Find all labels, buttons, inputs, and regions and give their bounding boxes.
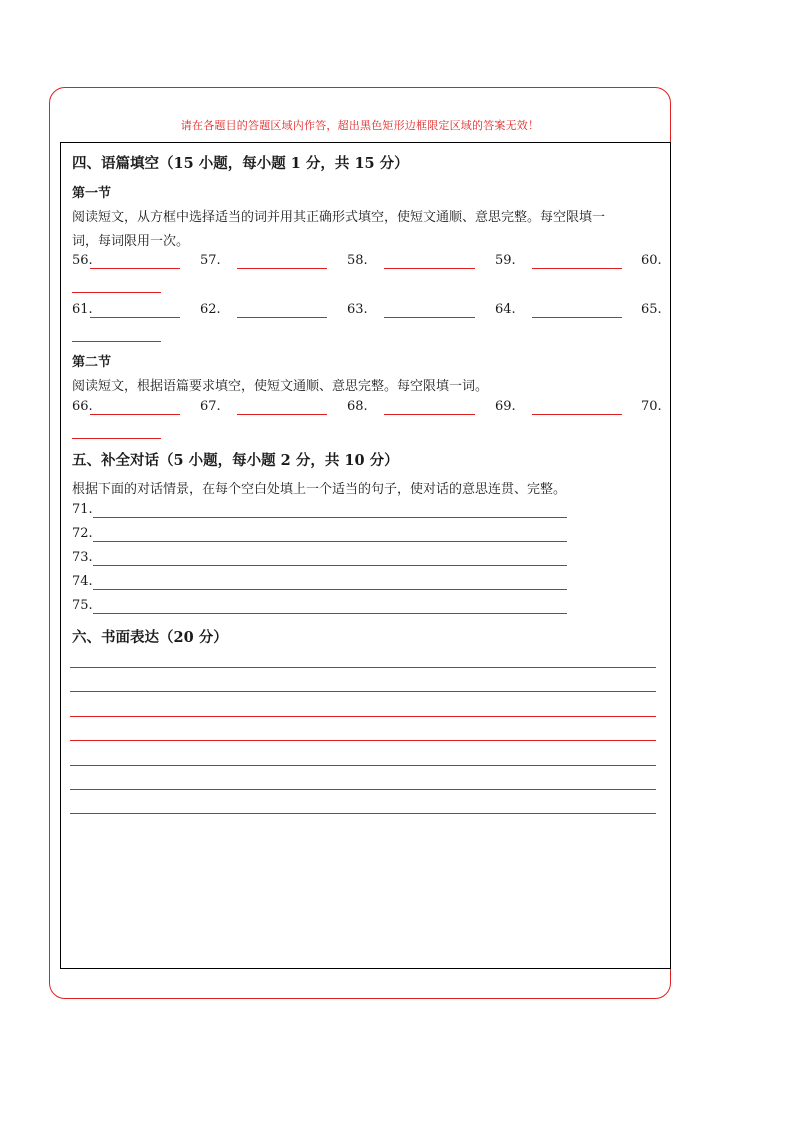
blank-label-63: 63. xyxy=(347,302,368,317)
section4-part1-instruction-line1: 阅读短文，从方框中选择适当的词并用其正确形式填空，使短文通顺、意思完整。每空限填一 xyxy=(72,210,606,225)
answer-blank-56[interactable] xyxy=(90,268,180,269)
dialog-label-75: 75. xyxy=(72,598,93,613)
section4-part2-title: 第二节 xyxy=(72,355,112,370)
writing-line[interactable] xyxy=(70,765,656,766)
blank-label-57: 57. xyxy=(200,253,221,268)
blank-label-67: 67. xyxy=(200,399,221,414)
answer-blank-59[interactable] xyxy=(532,268,622,269)
blank-label-61: 61. xyxy=(72,302,93,317)
blank-label-60: 60. xyxy=(641,253,662,268)
writing-line[interactable] xyxy=(70,813,656,814)
writing-line[interactable] xyxy=(70,740,656,741)
writing-line[interactable] xyxy=(70,691,656,692)
dialog-label-71: 71. xyxy=(72,502,93,517)
section5-instruction: 根据下面的对话情景，在每个空白处填上一个适当的句子，使对话的意思连贯、完整。 xyxy=(72,482,567,497)
answer-blank-70[interactable] xyxy=(72,438,161,439)
dialog-blank-75[interactable] xyxy=(93,613,567,614)
writing-line[interactable] xyxy=(70,667,656,668)
answer-blank-58[interactable] xyxy=(384,268,475,269)
writing-line[interactable] xyxy=(70,789,656,790)
blank-label-65: 65. xyxy=(641,302,662,317)
dialog-label-73: 73. xyxy=(72,550,93,565)
answer-blank-63[interactable] xyxy=(384,317,475,318)
answer-blank-62[interactable] xyxy=(237,317,327,318)
blank-label-64: 64. xyxy=(495,302,516,317)
section4-title: 四、语篇填空（15 小题，每小题 1 分，共 15 分） xyxy=(72,155,409,172)
dialog-label-72: 72. xyxy=(72,526,93,541)
section5-title: 五、补全对话（5 小题，每小题 2 分，共 10 分） xyxy=(72,452,399,469)
section6-title: 六、书面表达（20 分） xyxy=(72,629,228,646)
dialog-blank-72[interactable] xyxy=(93,541,567,542)
blank-label-69: 69. xyxy=(495,399,516,414)
blank-label-70: 70. xyxy=(641,399,662,414)
blank-label-58: 58. xyxy=(347,253,368,268)
answer-blank-67[interactable] xyxy=(237,414,327,415)
section4-part1-instruction-line2: 词，每词限用一次。 xyxy=(72,234,190,249)
blank-label-59: 59. xyxy=(495,253,516,268)
blank-label-66: 66. xyxy=(72,399,93,414)
warning-notice: 请在各题目的答题区域内作答，超出黑色矩形边框限定区域的答案无效！ xyxy=(180,119,540,132)
dialog-blank-73[interactable] xyxy=(93,565,567,566)
dialog-label-74: 74. xyxy=(72,574,93,589)
answer-blank-68[interactable] xyxy=(384,414,475,415)
section4-part1-title: 第一节 xyxy=(72,186,112,201)
answer-blank-60[interactable] xyxy=(72,292,161,293)
dialog-blank-71[interactable] xyxy=(93,517,567,518)
blank-label-68: 68. xyxy=(347,399,368,414)
dialog-blank-74[interactable] xyxy=(93,589,567,590)
answer-blank-61[interactable] xyxy=(90,317,180,318)
section4-part2-instruction: 阅读短文，根据语篇要求填空，使短文通顺、意思完整。每空限填一词。 xyxy=(72,379,489,394)
writing-line[interactable] xyxy=(70,716,656,717)
blank-label-62: 62. xyxy=(200,302,221,317)
answer-blank-64[interactable] xyxy=(532,317,622,318)
answer-blank-65[interactable] xyxy=(72,341,161,342)
answer-blank-69[interactable] xyxy=(532,414,622,415)
blank-label-56: 56. xyxy=(72,253,93,268)
answer-blank-57[interactable] xyxy=(237,268,327,269)
answer-blank-66[interactable] xyxy=(90,414,180,415)
